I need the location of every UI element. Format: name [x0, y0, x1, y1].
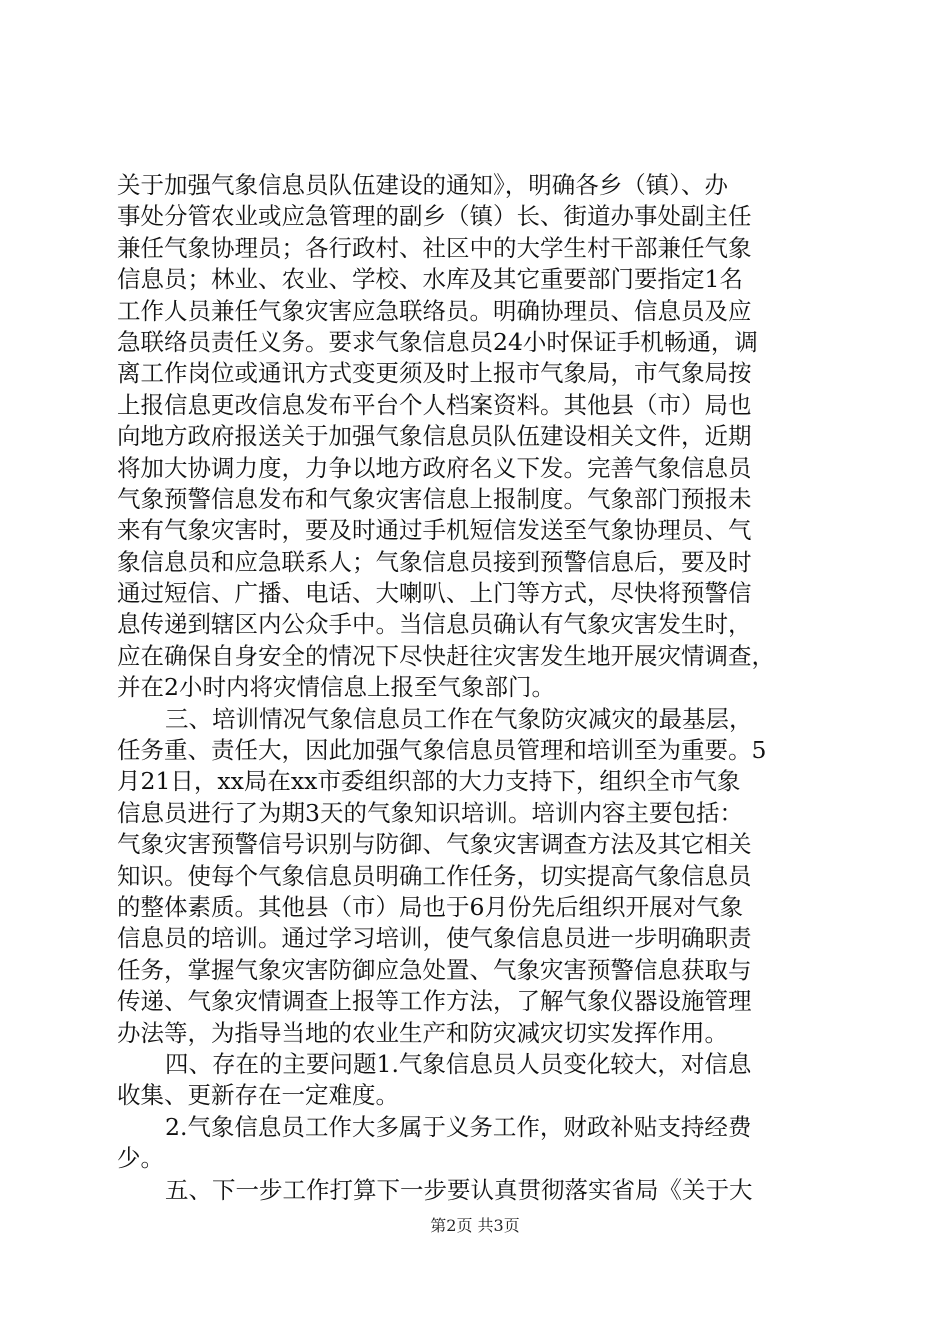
text-line: 上报信息更改信息发布平台个人档案资料。其他县（市）局也 — [117, 390, 752, 419]
text-line: 气象预警信息发布和气象灾害信息上报制度。气象部门预报未 — [117, 484, 752, 513]
text-line: 气象灾害预警信号识别与防御、气象灾害调查方法及其它相关 — [117, 830, 752, 859]
text-line: 应在确保自身安全的情况下尽快赶往灾害发生地开展灾情调查， — [117, 641, 775, 670]
text-line: 离工作岗位或通讯方式变更须及时上报市气象局，市气象局按 — [117, 359, 752, 388]
text-line: 工作人员兼任气象灾害应急联络员。明确协理员、信息员及应 — [117, 296, 752, 325]
text-line: 信息员的培训。通过学习培训，使气象信息员进一步明确职责 — [117, 924, 752, 953]
text-line: 任务重、责任大，因此加强气象信息员管理和培训至为重要。5 — [117, 736, 767, 765]
text-line: 收集、更新存在一定难度。 — [117, 1081, 399, 1110]
text-line: 任务，掌握气象灾害防御应急处置、气象灾害预警信息获取与 — [117, 955, 752, 984]
text-line: 办法等，为指导当地的农业生产和防灾减灾切实发挥作用。 — [117, 1018, 728, 1047]
text-line: 传递、气象灾情调查上报等工作方法，了解气象仪器设施管理 — [117, 987, 752, 1016]
text-line: 通过短信、广播、电话、大喇叭、上门等方式，尽快将预警信 — [117, 579, 752, 608]
text-line: 将加大协调力度，力争以地方政府名义下发。完善气象信息员 — [117, 453, 752, 482]
list-item-line: 2.气象信息员工作大多属于义务工作，财政补贴支持经费 — [165, 1112, 752, 1141]
document-body — [117, 170, 837, 1206]
text-line: 并在2小时内将灾情信息上报至气象部门。 — [117, 673, 555, 702]
text-line: 知识。使每个气象信息员明确工作任务，切实提高气象信息员 — [117, 861, 752, 890]
section-heading-line: 三、培训情况气象信息员工作在气象防灾减灾的最基层， — [165, 704, 753, 733]
text-line: 事处分管农业或应急管理的副乡（镇）长、街道办事处副主任 — [117, 202, 752, 231]
text-line: 信息员进行了为期3天的气象知识培训。培训内容主要包括： — [117, 798, 743, 827]
text-line: 兼任气象协理员；各行政村、社区中的大学生村干部兼任气象 — [117, 233, 752, 262]
page-number-footer: 第2页 共3页 — [430, 1216, 520, 1235]
text-line: 急联络员责任义务。要求气象信息员24小时保证手机畅通，调 — [117, 327, 758, 356]
text-line: 关于加强气象信息员队伍建设的通知》，明确各乡（镇）、办 — [117, 171, 728, 199]
section-heading-line: 五、下一步工作打算下一步要认真贯彻落实省局《关于大 — [165, 1175, 753, 1204]
section-heading-line: 四、存在的主要问题1.气象信息员人员变化较大，对信息 — [165, 1049, 752, 1078]
text-line: 象信息员和应急联系人；气象信息员接到预警信息后，要及时 — [117, 547, 752, 576]
text-line: 来有气象灾害时，要及时通过手机短信发送至气象协理员、气 — [117, 516, 752, 545]
text-line: 信息员；林业、农业、学校、水库及其它重要部门要指定1名 — [117, 265, 743, 294]
text-line: 的整体素质。其他县（市）局也于6月份先后组织开展对气象 — [117, 892, 743, 921]
text-line: 月21日，xx局在xx市委组织部的大力支持下，组织全市气象 — [117, 767, 741, 796]
text-line: 向地方政府报送关于加强气象信息员队伍建设相关文件，近期 — [117, 422, 752, 451]
text-line: 息传递到辖区内公众手中。当信息员确认有气象灾害发生时， — [117, 610, 752, 639]
text-line: 少。 — [117, 1144, 164, 1173]
